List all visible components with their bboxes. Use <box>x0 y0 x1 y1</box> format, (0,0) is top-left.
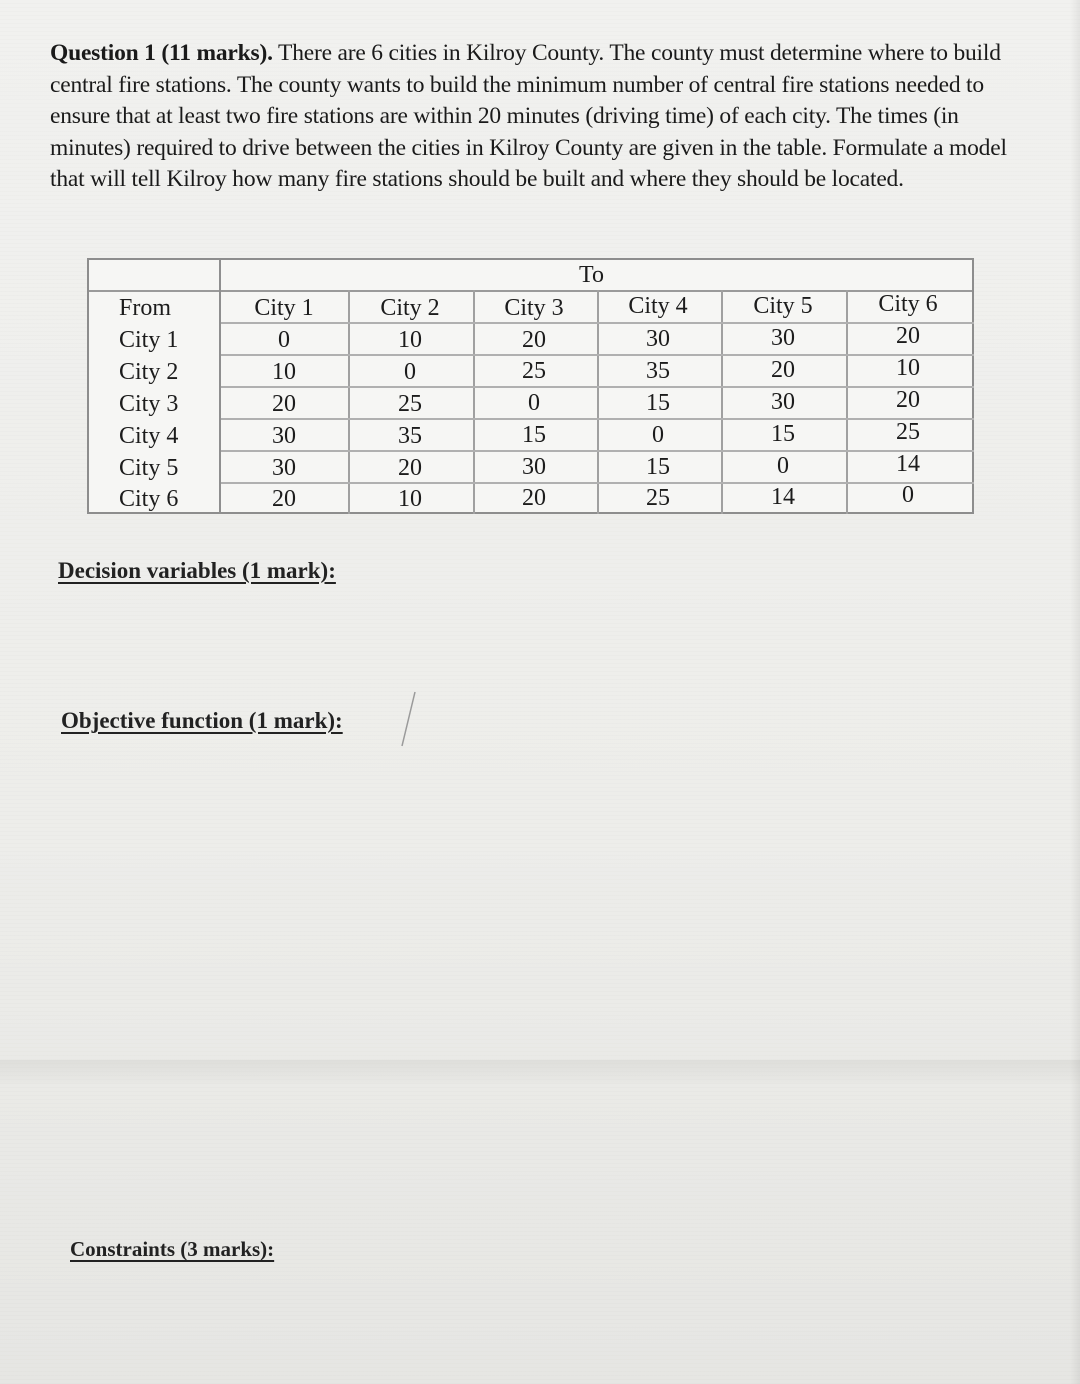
table-cell: 0 <box>777 453 789 479</box>
table-cell: 15 <box>771 421 795 447</box>
table-cell: 10 <box>272 359 296 385</box>
table-cell: 14 <box>771 484 795 510</box>
row-label: City 4 <box>119 423 179 449</box>
to-label: To <box>579 262 604 288</box>
table-cell: 20 <box>398 455 422 481</box>
pen-stroke-mark <box>398 690 418 750</box>
column-header: City 6 <box>878 291 938 317</box>
row-divider <box>221 354 974 356</box>
table-cell: 25 <box>398 391 422 417</box>
table-cell: 0 <box>902 482 914 508</box>
table-cell: 20 <box>522 485 546 511</box>
table-cell: 15 <box>522 422 546 448</box>
question-text <box>50 38 1010 196</box>
table-cell: 25 <box>646 485 670 511</box>
column-divider <box>846 290 848 514</box>
row-label: City 2 <box>119 359 179 385</box>
row-label: City 6 <box>119 486 179 512</box>
objective-function-heading: Objective function (1 mark): <box>61 708 343 733</box>
table-cell: 35 <box>646 358 670 384</box>
column-divider <box>348 290 350 514</box>
driving-time-table <box>87 258 974 514</box>
column-header: City 1 <box>254 295 314 321</box>
table-cell: 20 <box>272 486 296 512</box>
table-cell: 30 <box>272 455 296 481</box>
table-cell: 30 <box>771 389 795 415</box>
question-body: There are 6 cities in Kilroy County. The county must determine where to build central fire stations. The county wants to build the minimum number of central fire stations needed to ensure that at least two fire stations are within 20 minutes (driving time) of each city. The times (in minutes) required to drive between the cities in Kilroy County are given in the table. Formulate a model that will tell Kilroy how many fire stations should be built and where they should be located. <box>50 40 1007 192</box>
row-divider <box>221 386 974 388</box>
table-cell: 0 <box>528 390 540 416</box>
column-header: City 4 <box>628 293 688 319</box>
row-divider <box>221 450 974 452</box>
row-divider <box>221 322 974 324</box>
table-cell: 20 <box>272 391 296 417</box>
constraints-heading: Constraints (3 marks): <box>70 1237 275 1261</box>
table-cell: 0 <box>278 327 290 353</box>
table-cell: 15 <box>646 454 670 480</box>
table-cell: 30 <box>522 454 546 480</box>
row-label: City 1 <box>119 327 179 353</box>
table-cell: 20 <box>896 387 920 413</box>
column-header: City 5 <box>753 293 813 319</box>
table-cell: 35 <box>398 423 422 449</box>
decision-variables-heading: Decision variables (1 mark): <box>58 558 336 583</box>
page-fold-shadow <box>0 1060 1080 1084</box>
column-divider <box>721 290 723 514</box>
table-cell: 14 <box>896 451 920 477</box>
row-divider <box>221 482 974 484</box>
column-divider <box>473 290 475 514</box>
column-divider <box>597 290 599 514</box>
table-cell: 10 <box>398 327 422 353</box>
table-cell: 10 <box>398 486 422 512</box>
table-cell: 25 <box>896 419 920 445</box>
column-header: City 3 <box>504 295 564 321</box>
row-label: City 3 <box>119 391 179 417</box>
column-header: City 2 <box>380 295 440 321</box>
table-cell: 25 <box>522 358 546 384</box>
table-cell: 0 <box>404 359 416 385</box>
table-cell: 30 <box>272 423 296 449</box>
from-divider <box>89 260 972 290</box>
table-cell: 20 <box>896 323 920 349</box>
table-cell: 0 <box>652 422 664 448</box>
table-cell: 15 <box>646 390 670 416</box>
table-cell: 20 <box>522 327 546 353</box>
table-cell: 30 <box>646 326 670 352</box>
table-cell: 20 <box>771 357 795 383</box>
from-label: From <box>119 295 172 321</box>
table-cell: 10 <box>896 355 920 381</box>
question-heading: Question 1 (11 marks). <box>50 40 273 66</box>
row-divider <box>221 418 974 420</box>
table-cell: 30 <box>771 325 795 351</box>
row-label: City 5 <box>119 455 179 481</box>
page-edge-shadow <box>1070 0 1080 1384</box>
